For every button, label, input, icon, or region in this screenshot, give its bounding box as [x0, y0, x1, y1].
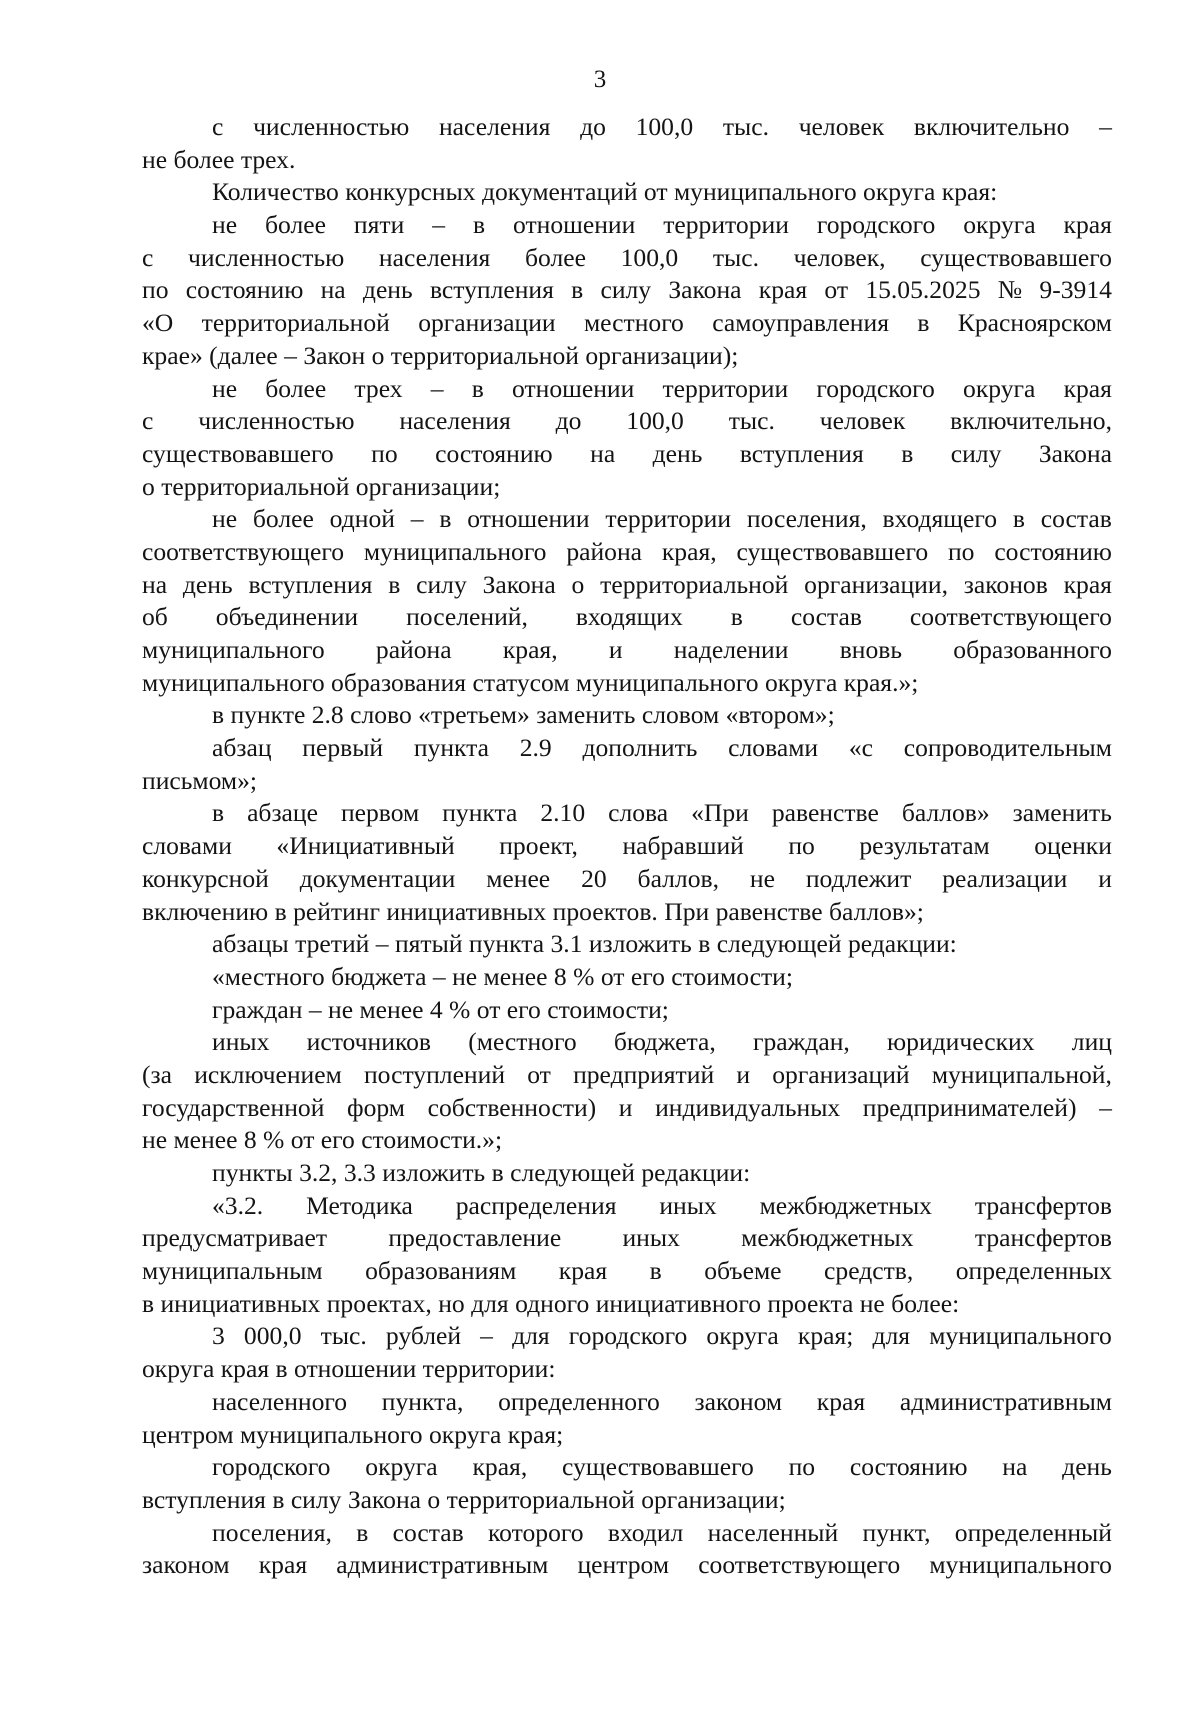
word: – — [1099, 112, 1112, 141]
text-line: включению в рейтинг инициативных проектов. При равенстве баллов»; — [142, 896, 924, 926]
word: 9-3914 — [1039, 275, 1112, 305]
text-line: не менее 8 % от его стоимости.»; — [142, 1125, 503, 1155]
word: существовавшего — [562, 1452, 754, 1482]
word: предусматривает — [142, 1223, 328, 1253]
text-line — [142, 1026, 1112, 1059]
word: словами — [142, 831, 232, 861]
word: 2.9 — [519, 733, 552, 763]
word: численностью — [188, 242, 345, 272]
word: силу — [950, 438, 1002, 468]
word: определенных — [955, 1256, 1112, 1286]
word: входящего — [882, 504, 998, 534]
text-line — [142, 863, 1112, 896]
text-line — [142, 405, 1112, 438]
text-line: в инициативных проектах, но для одного инициативного проекта не более: — [142, 1288, 960, 1318]
text-line: абзацы третий – пятый пункта 3.1 изложить в следующей редакции: — [212, 929, 957, 959]
word: бюджета, — [613, 1027, 716, 1057]
word: документации — [299, 863, 456, 893]
text-line — [142, 307, 1112, 340]
word: – — [432, 210, 446, 240]
word: тыс. — [728, 406, 775, 436]
word: в — [472, 210, 486, 240]
word: не — [212, 373, 238, 403]
word: Красноярском — [957, 308, 1112, 338]
word: человек — [798, 112, 885, 141]
word: городского — [212, 1452, 331, 1482]
word: района — [375, 635, 452, 664]
word: № — [997, 275, 1023, 305]
word: в — [471, 373, 484, 403]
word: 20 — [581, 863, 607, 893]
word: предприятий — [573, 1059, 715, 1089]
text-line: муниципального образования статусом муниципального округа края.»; — [142, 667, 919, 697]
text-line — [142, 536, 1112, 569]
word: рублей — [385, 1321, 462, 1351]
word: для — [872, 1321, 911, 1351]
word: отношении — [512, 373, 635, 403]
word: день — [182, 569, 233, 599]
word: в — [917, 308, 930, 338]
word: соответствующего — [698, 1550, 901, 1580]
word: административным — [336, 1550, 549, 1580]
word: отношении — [467, 504, 590, 534]
word: форм — [347, 1092, 405, 1122]
word: состоянию — [435, 438, 553, 468]
word: набравший — [622, 831, 744, 861]
word: (за — [142, 1059, 172, 1089]
word: соответствующего — [142, 536, 344, 566]
word: организации, — [804, 569, 948, 599]
word: и — [1098, 863, 1112, 893]
word: законом — [694, 1386, 783, 1416]
word: трех — [354, 373, 403, 403]
text-line — [142, 634, 1112, 667]
word: собственности) — [427, 1092, 597, 1122]
word: не — [212, 210, 238, 240]
word: в — [356, 1517, 369, 1547]
word: вновь — [839, 635, 903, 664]
word: пяти — [353, 210, 405, 240]
word: межбюджетных — [759, 1190, 932, 1220]
word: силу — [600, 275, 652, 305]
word: территории — [663, 210, 789, 240]
word: не — [749, 863, 775, 893]
word: до — [555, 406, 582, 436]
word: более — [265, 373, 327, 403]
word: в — [649, 1256, 662, 1286]
word: день — [652, 438, 703, 468]
word: межбюджетных — [741, 1223, 914, 1253]
word: «с — [848, 733, 873, 763]
word: муниципальной, — [931, 1059, 1112, 1089]
text-line — [142, 830, 1112, 863]
text-line — [142, 503, 1112, 536]
word: самоуправления — [712, 308, 889, 338]
word: пункт, — [862, 1517, 931, 1547]
word: края, — [502, 635, 558, 664]
text-line — [142, 797, 1112, 830]
word: вступления — [739, 438, 864, 468]
word: Методика — [306, 1190, 413, 1220]
word: иных — [659, 1190, 717, 1220]
text-line — [142, 1255, 1112, 1288]
word: входящих — [575, 602, 683, 632]
word: существовавшего — [920, 242, 1112, 272]
word: по — [788, 1452, 816, 1482]
word: определенного — [498, 1386, 660, 1416]
text-line — [142, 1222, 1112, 1255]
word: поселения, — [212, 1517, 332, 1547]
word: входил — [607, 1517, 684, 1547]
text-line — [142, 601, 1112, 634]
word: «О — [142, 308, 174, 338]
word: в — [730, 602, 743, 632]
word: муниципального — [142, 635, 325, 664]
word: государственной — [142, 1092, 325, 1122]
word: края, — [661, 536, 717, 566]
word: населенного — [212, 1386, 348, 1416]
word: источников — [306, 1027, 431, 1057]
word: района — [566, 536, 643, 566]
word: на — [320, 275, 346, 305]
word: распределения — [455, 1190, 617, 1220]
word: первый — [302, 733, 384, 763]
text-line — [142, 373, 1112, 406]
word: состав — [790, 602, 862, 632]
word: предоставление — [388, 1223, 562, 1253]
word: включительно — [913, 112, 1070, 141]
word: – — [1099, 1092, 1112, 1122]
word: образованиям — [365, 1256, 517, 1286]
word: баллов, — [637, 863, 719, 893]
word: на — [590, 438, 616, 468]
word: населения — [378, 242, 491, 272]
word: территории — [662, 373, 789, 403]
text-line: пункты 3.2, 3.3 изложить в следующей редакции: — [212, 1158, 751, 1187]
word: индивидуальных — [655, 1092, 841, 1122]
word: 2.10 — [540, 798, 586, 828]
word: с — [142, 406, 154, 436]
word: населения — [399, 406, 511, 436]
word: об — [142, 602, 168, 632]
text-line — [142, 1092, 1112, 1125]
text-line — [142, 242, 1112, 275]
word: 15.05.2025 — [865, 275, 981, 305]
word: местного — [583, 308, 684, 338]
word: существовавшего — [736, 536, 929, 566]
word: – — [410, 504, 424, 534]
text-line — [142, 111, 1112, 144]
word: результатам — [859, 831, 990, 861]
word: численностью — [253, 112, 410, 141]
word: 100,0 — [635, 112, 694, 141]
word: в — [901, 438, 914, 468]
word: поступлений — [363, 1059, 506, 1089]
word: муниципальным — [142, 1256, 323, 1286]
word: в — [439, 504, 452, 534]
word: пункта — [413, 733, 489, 763]
word: на — [1002, 1452, 1028, 1482]
word: по — [947, 536, 975, 566]
word: на — [142, 569, 168, 599]
word: абзац — [212, 733, 272, 763]
text-line — [142, 569, 1112, 602]
word: оценки — [1034, 831, 1112, 861]
text-line — [142, 732, 1112, 765]
word: средств, — [824, 1256, 914, 1286]
text-line: «местного бюджета – не менее 8 % от его стоимости; — [212, 961, 793, 991]
word: которого — [488, 1517, 584, 1547]
word: заменить — [1012, 798, 1112, 828]
word: объеме — [704, 1256, 782, 1286]
word: – — [430, 373, 444, 403]
word: городского — [568, 1321, 688, 1351]
word: муниципального — [363, 536, 547, 566]
word: 100,0 — [620, 242, 679, 272]
word: 100,0 — [626, 406, 684, 436]
word: округа — [365, 1452, 438, 1482]
word: иных — [622, 1223, 680, 1253]
word: граждан, — [752, 1027, 850, 1057]
word: организаций — [772, 1059, 910, 1089]
text-line: крае» (далее – Закон о территориальной организации); — [142, 340, 739, 370]
page-number: 3 — [593, 66, 607, 93]
word: вступления — [248, 569, 373, 599]
word: соответствующего — [909, 602, 1112, 632]
word: (местного — [468, 1027, 577, 1057]
word: одной — [329, 504, 395, 534]
text-line — [142, 1386, 1112, 1419]
word: Закона — [1038, 438, 1112, 468]
word: юридических — [887, 1027, 1035, 1057]
word: абзаце — [247, 798, 318, 828]
word: с — [212, 112, 224, 141]
word: законом — [142, 1550, 230, 1580]
text-line: в пункте 2.8 слово «третьем» заменить словом «втором»; — [212, 700, 835, 730]
text-line: о территориальной организации; — [142, 471, 501, 501]
word: менее — [486, 863, 551, 893]
word: поселения, — [746, 504, 867, 534]
word: о — [571, 569, 585, 599]
word: 3 — [212, 1321, 225, 1351]
word: не — [212, 504, 238, 534]
word: силу — [416, 569, 467, 599]
word: трансфертов — [974, 1190, 1112, 1220]
word: «3.2. — [212, 1190, 264, 1220]
word: подлежит — [805, 863, 912, 893]
text-line: не более трех. — [142, 144, 296, 174]
text-line: Количество конкурсных документаций от муниципального округа края: — [212, 177, 998, 207]
text-line: округа края в отношении территории: — [142, 1354, 556, 1384]
word: Закона — [482, 569, 556, 599]
word: конкурсной — [142, 863, 269, 893]
word: тыс. — [320, 1321, 367, 1351]
word: и — [608, 635, 623, 664]
word: населенный — [707, 1517, 839, 1547]
word: края — [558, 1256, 608, 1286]
word: сопроводительным — [903, 733, 1112, 763]
word: определенный — [954, 1517, 1112, 1547]
word: более — [265, 210, 326, 240]
text-line — [142, 1059, 1112, 1092]
word: словами — [728, 733, 819, 763]
word: законов — [963, 569, 1048, 599]
text-line — [142, 1320, 1112, 1353]
word: день — [362, 275, 413, 305]
text-line: граждан – не менее 4 % от его стоимости; — [212, 994, 669, 1024]
word: состоянию — [185, 275, 304, 305]
word: более — [252, 504, 314, 534]
word: до — [580, 112, 606, 141]
word: края — [1063, 569, 1112, 599]
word: состоянию — [994, 536, 1112, 566]
word: муниципального — [929, 1321, 1112, 1351]
text-line — [142, 209, 1112, 242]
word: городского — [816, 210, 936, 240]
word: территориальной — [201, 308, 390, 338]
word: предпринимателей) — [862, 1092, 1077, 1122]
text-line: вступления в силу Закона о территориальной организации; — [142, 1484, 786, 1514]
word: поселений, — [406, 602, 528, 632]
word: от — [527, 1059, 551, 1089]
word: центром — [577, 1550, 670, 1580]
word: слова — [608, 798, 669, 828]
word: и — [618, 1092, 633, 1122]
word: в — [571, 275, 584, 305]
word: реализации — [942, 863, 1068, 893]
word: по — [371, 438, 398, 468]
word: края — [1063, 373, 1112, 403]
word: дополнить — [582, 733, 698, 763]
word: человек, — [793, 242, 886, 272]
text-line — [142, 1451, 1112, 1484]
word: края — [816, 1386, 866, 1416]
word: в — [212, 798, 225, 828]
word: края — [258, 1550, 308, 1580]
word: первом — [340, 798, 420, 828]
word: по — [788, 831, 815, 861]
text-line — [142, 438, 1112, 471]
word: с — [142, 242, 154, 272]
word: состав — [1040, 504, 1112, 534]
word: образованного — [953, 635, 1112, 664]
word: округа — [963, 373, 1036, 403]
word: территориальной — [600, 569, 789, 599]
word: наделении — [673, 635, 789, 664]
word: человек — [819, 406, 906, 436]
word: округа — [706, 1321, 779, 1351]
text-line — [142, 1190, 1112, 1223]
word: иных — [212, 1027, 270, 1057]
text-line: письмом»; — [142, 765, 258, 795]
word: проект, — [499, 831, 578, 861]
word: «Инициативный — [276, 831, 455, 861]
word: в — [1012, 504, 1025, 534]
word: существовавшего — [142, 438, 334, 468]
word: административным — [899, 1386, 1112, 1416]
word: организации — [418, 308, 556, 338]
word: в — [388, 569, 401, 599]
word: края, — [472, 1452, 528, 1482]
word: округа — [963, 210, 1036, 240]
word: края — [758, 275, 808, 305]
text-line — [142, 1517, 1112, 1550]
word: «При — [691, 798, 749, 828]
word: день — [1062, 1452, 1112, 1482]
word: пункта, — [381, 1386, 464, 1416]
word: населения — [438, 112, 551, 141]
word: края; — [797, 1321, 854, 1351]
word: более — [524, 242, 586, 272]
word: тыс. — [712, 242, 759, 272]
text-line: центром муниципального округа края; — [142, 1419, 564, 1449]
text-line — [142, 1549, 1112, 1582]
word: от — [824, 275, 849, 305]
word: городского — [816, 373, 935, 403]
word: и — [736, 1059, 751, 1089]
word: края — [1063, 210, 1112, 240]
word: состоянию — [849, 1452, 968, 1482]
word: отношении — [512, 210, 636, 240]
word: равенстве — [771, 798, 879, 828]
text-line — [142, 274, 1112, 307]
word: состав — [392, 1517, 464, 1547]
word: Закона — [668, 275, 742, 305]
word: муниципального — [929, 1550, 1112, 1580]
word: трансфертов — [974, 1223, 1112, 1253]
word: по — [142, 275, 169, 305]
word: численностью — [198, 406, 355, 436]
word: исключением — [194, 1059, 342, 1089]
word: включительно, — [950, 406, 1112, 436]
word: тыс. — [722, 112, 769, 141]
word: баллов» — [901, 798, 990, 828]
word: – — [480, 1321, 493, 1351]
word: 000,0 — [243, 1321, 302, 1351]
word: объединении — [215, 602, 359, 632]
word: для — [512, 1321, 550, 1351]
word: лиц — [1071, 1027, 1112, 1057]
word: вступления — [429, 275, 554, 305]
word: пункта — [442, 798, 518, 828]
word: территории — [605, 504, 732, 534]
document-body — [142, 111, 1112, 1582]
